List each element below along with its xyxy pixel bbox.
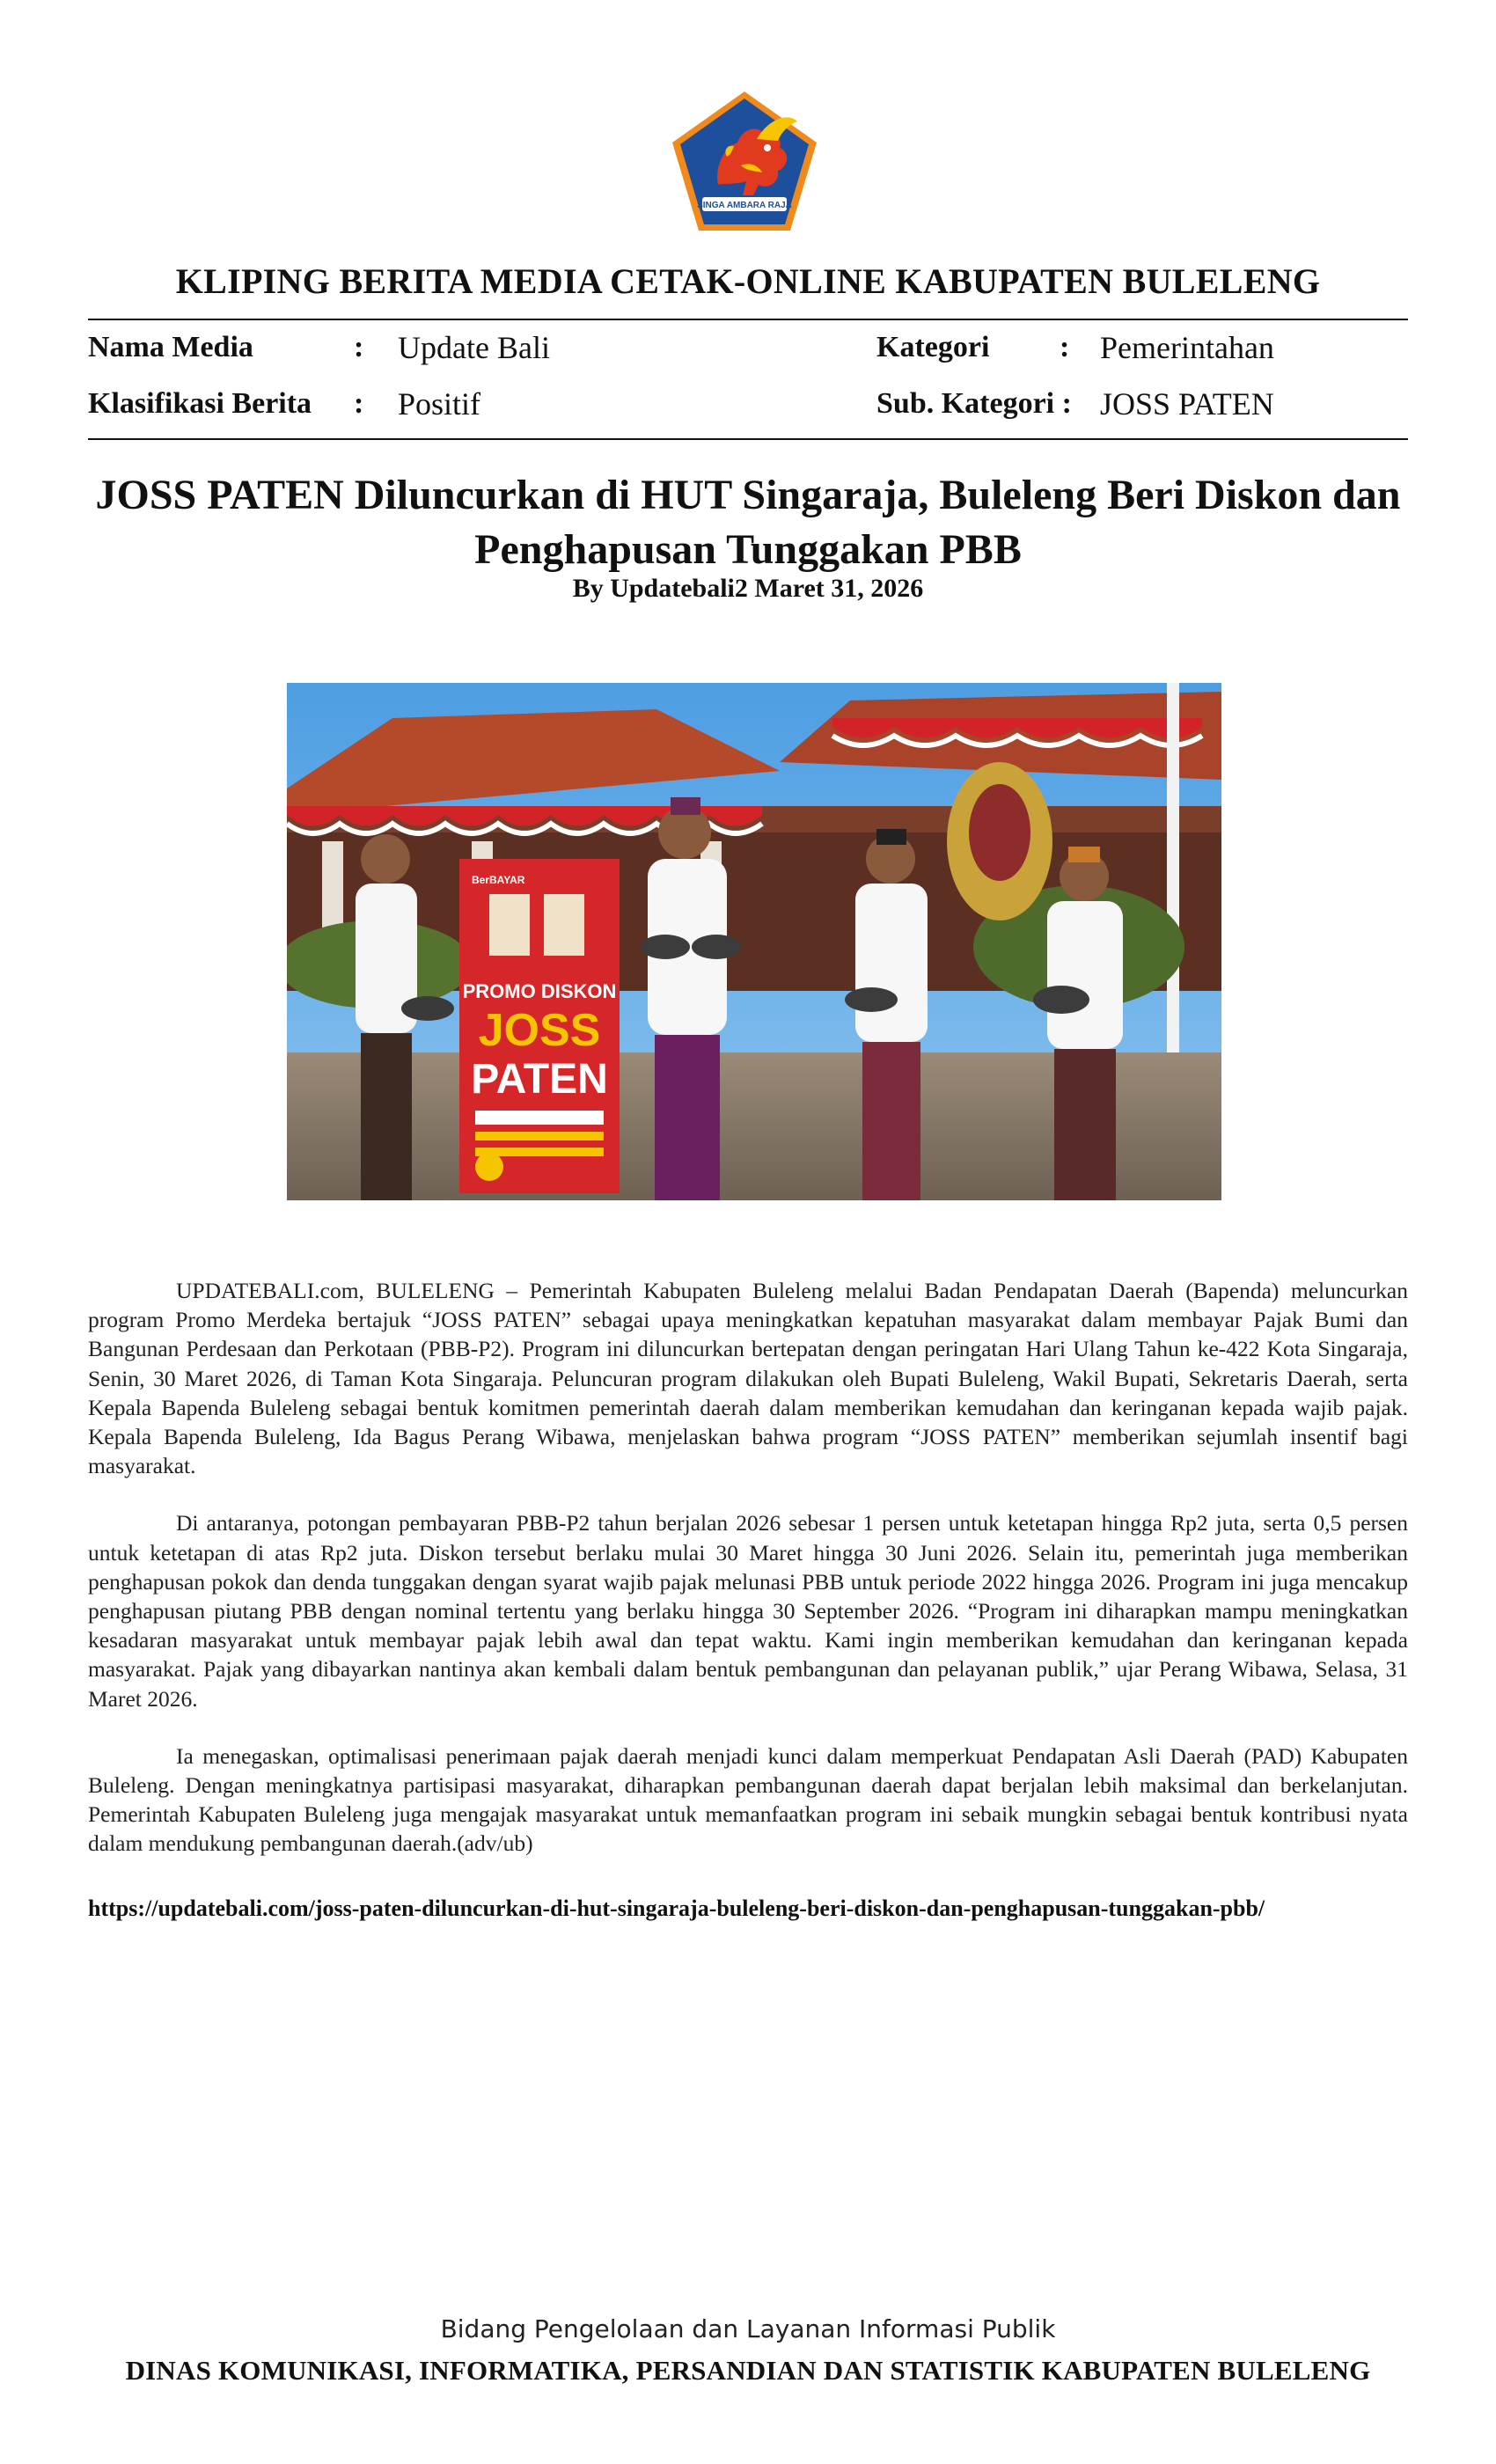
- media-value: Update Bali: [398, 330, 550, 365]
- subcategory-label: Sub. Kategori :: [876, 387, 1072, 420]
- header-divider-bottom: [88, 438, 1408, 440]
- source-link[interactable]: https://updatebali.com/joss-paten-diluncurkan-di-hut-singaraja-buleleng-beri-diskon-dan-penghapusan-tunggakan-pbb/: [88, 1896, 1265, 1921]
- footer-department: DINAS KOMUNIKASI, INFORMATIKA, PERSANDIAN DAN STATISTIK KABUPATEN BULELENG: [125, 2355, 1371, 2386]
- banner-paten-text: PATEN: [471, 1056, 608, 1103]
- header-divider-top: [88, 319, 1408, 320]
- classification-value: Positif: [398, 386, 481, 422]
- article-paragraph-1: UPDATEBALI.com, BULELENG – Pemerintah Kabupaten Buleleng melalui Badan Pendapatan Daerah (Bapenda) meluncurkan program Promo Merdeka bertajuk “JOSS PATEN” sebagai upaya meningkatkan kepatuhan masyarakat dalam membayar Pajak Bumi dan Bangunan Perdesaan dan Perkotaan (PBB-P2). Program ini diluncurkan bertepatan dengan peringatan Hari Ulang Tahun ke-422 Kota Singaraja, Senin, 30 Maret 2026, di Taman Kota Singaraja. Peluncuran program dilakukan oleh Bupati Buleleng, Wakil Bupati, Sekretaris Daerah, serta Kepala Bapenda Buleleng sebagai bentuk komitmen pemerintah daerah dalam memberikan kemudahan dan keringanan kepada wajib pajak. Kepala Bapenda Buleleng, Ida Bagus Perang Wibawa, menjelaskan bahwa program “JOSS PATEN” memberikan sejumlah insentif bagi masyarakat.: [88, 1278, 1408, 1479]
- article-paragraph-2: Di antaranya, potongan pembayaran PBB-P2 tahun berjalan 2026 sebesar 1 persen untuk ketetapan hingga Rp2 juta, serta 0,5 persen untuk ketetapan di atas Rp2 juta. Diskon tersebut berlaku mulai 30 Maret hingga 30 Juni 2026. Selain itu, pemerintah juga memberikan penghapusan pokok dan denda tunggakan dengan syarat wajib pajak melunasi PBB untuk periode 2022 hingga 2026. Program ini juga mencakup penghapusan piutang PBB dengan nominal tertentu yang berlaku hingga 30 September 2026. “Program ini diharapkan mampu meningkatkan kesadaran masyarakat untuk membayar pajak lebih awal dan tepat waktu. Kami ingin memberikan kemudahan dan keringanan kepada masyarakat. Pajak yang dibayarkan nantinya akan kembali dalam bentuk pembangunan dan pelayanan publik,” ujar Perang Wibawa, Selasa, 31 Maret 2026.: [88, 1510, 1408, 1712]
- launch-ceremony-image: [287, 683, 1221, 1200]
- category-value: Pemerintahan: [1100, 330, 1274, 365]
- banner-top-text: PROMO DISKON: [462, 980, 617, 1002]
- media-colon: :: [354, 331, 364, 363]
- article-byline: By Updatebali2 Maret 31, 2026: [572, 574, 924, 603]
- article-body: [88, 1276, 1408, 1887]
- article-paragraph-3: Ia menegaskan, optimalisasi penerimaan pajak daerah menjadi kunci dalam memperkuat Pendapatan Asli Daerah (PAD) Kabupaten Buleleng. Dengan meningkatnya partisipasi masyarakat, diharapkan pembangunan daerah dapat berjalan lebih maksimal dan berkelanjutan. Pemerintah Kabupaten Buleleng juga mengajak masyarakat untuk memanfaatkan program ini sebaik mungkin sebagai bentuk kontribusi nyata dalam mendukung pembangunan daerah.(adv/ub): [88, 1742, 1408, 1857]
- banner-brand: BerBAYAR: [472, 874, 525, 886]
- footer-subtitle: Bidang Pengelolaan dan Layanan Informasi Publik: [440, 2314, 1056, 2343]
- buleleng-regency-crest-icon: [665, 86, 824, 238]
- category-label: Kategori: [876, 331, 990, 363]
- banner-joss-text: JOSS: [478, 1005, 601, 1056]
- classification-label: Klasifikasi Berita: [88, 387, 312, 420]
- media-label: Nama Media: [88, 331, 253, 363]
- article-photo: [287, 683, 1221, 1200]
- classification-colon: :: [354, 387, 364, 420]
- category-colon: :: [1060, 331, 1070, 363]
- article-headline: JOSS PATEN Diluncurkan di HUT Singaraja, Buleleng Beri Diskon dan Penghapusan Tunggakan PBB: [95, 472, 1401, 573]
- subcategory-value: JOSS PATEN: [1100, 386, 1274, 422]
- page-title: KLIPING BERITA MEDIA CETAK-ONLINE KABUPATEN BULELENG: [175, 261, 1321, 301]
- crest-motto: SINGA AMBARA RAJA: [697, 201, 792, 210]
